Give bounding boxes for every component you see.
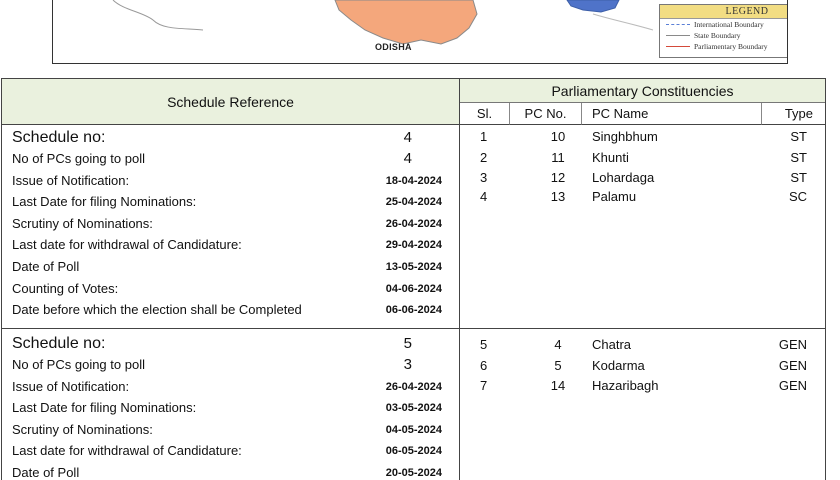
- col-header-sl: Sl.: [460, 103, 510, 125]
- col-header-pc-no: PC No.: [510, 103, 582, 125]
- constituency-row: 7 14 Hazaribagh GEN: [480, 378, 807, 393]
- international-boundary-icon: [666, 24, 690, 25]
- map-strip: [52, 0, 788, 64]
- schedule-row: Last Date for filing Nominations: 03-05-2024: [12, 400, 442, 415]
- schedule-row: Issue of Notification: 26-04-2024: [12, 379, 442, 394]
- schedule-reference-header: Schedule Reference: [2, 79, 459, 125]
- schedule-row: Date of Poll 13-05-2024: [12, 259, 442, 274]
- schedule-row: Last Date for filing Nominations: 25-04-2024: [12, 194, 442, 209]
- pcs-count-row: No of PCs going to poll 3: [12, 356, 412, 373]
- constituencies-header: Parliamentary Constituencies: [460, 79, 825, 103]
- schedule-number-row: Schedule no: 5: [12, 334, 412, 352]
- odisha-region: [335, 0, 477, 44]
- schedule-row: Last date for withdrawal of Candidature: 29-04-2024: [12, 237, 442, 252]
- legend-item: State Boundary: [660, 30, 788, 41]
- parliamentary-constituencies-column: [460, 79, 825, 480]
- schedule-divider: [2, 328, 825, 329]
- constituency-row: 4 13 Palamu SC: [480, 189, 807, 204]
- schedule-number-row: Schedule no: 4: [12, 128, 412, 146]
- legend-item: International Boundary: [660, 19, 788, 30]
- constituency-row: 2 11 Khunti ST: [480, 150, 807, 165]
- blue-region: [567, 0, 619, 12]
- schedule-row: Scrutiny of Nominations: 04-05-2024: [12, 422, 442, 437]
- constituency-row: 3 12 Lohardaga ST: [480, 170, 807, 185]
- legend-title: LEGEND: [660, 5, 788, 19]
- schedule-table: [1, 78, 826, 480]
- state-outline-left: [113, 0, 203, 30]
- constituency-row: 6 5 Kodarma GEN: [480, 358, 807, 373]
- schedule-row: Issue of Notification: 18-04-2024: [12, 173, 442, 188]
- parliamentary-boundary-icon: [666, 46, 690, 47]
- col-header-pc-name: PC Name: [582, 103, 762, 125]
- schedule-row: Last date for withdrawal of Candidature: 06-05-2024: [12, 443, 442, 458]
- pcs-count-row: No of PCs going to poll 4: [12, 150, 412, 167]
- schedule-row: Date of Poll 20-05-2024: [12, 465, 442, 480]
- schedule-row: Counting of Votes: 04-06-2024: [12, 281, 442, 296]
- constituency-row: 1 10 Singhbhum ST: [480, 129, 807, 144]
- legend-item: Parliamentary Boundary: [660, 41, 788, 52]
- col-header-type: Type: [762, 103, 825, 125]
- schedule-reference-column: [2, 79, 460, 480]
- schedule-row: Date before which the election shall be Completed 06-06-2024: [12, 302, 442, 317]
- coast-line: [593, 14, 653, 30]
- constituency-row: 5 4 Chatra GEN: [480, 337, 807, 352]
- map-legend: [659, 4, 788, 58]
- state-boundary-icon: [666, 35, 690, 36]
- schedule-row: Scrutiny of Nominations: 26-04-2024: [12, 216, 442, 231]
- odisha-label: ODISHA: [375, 42, 412, 52]
